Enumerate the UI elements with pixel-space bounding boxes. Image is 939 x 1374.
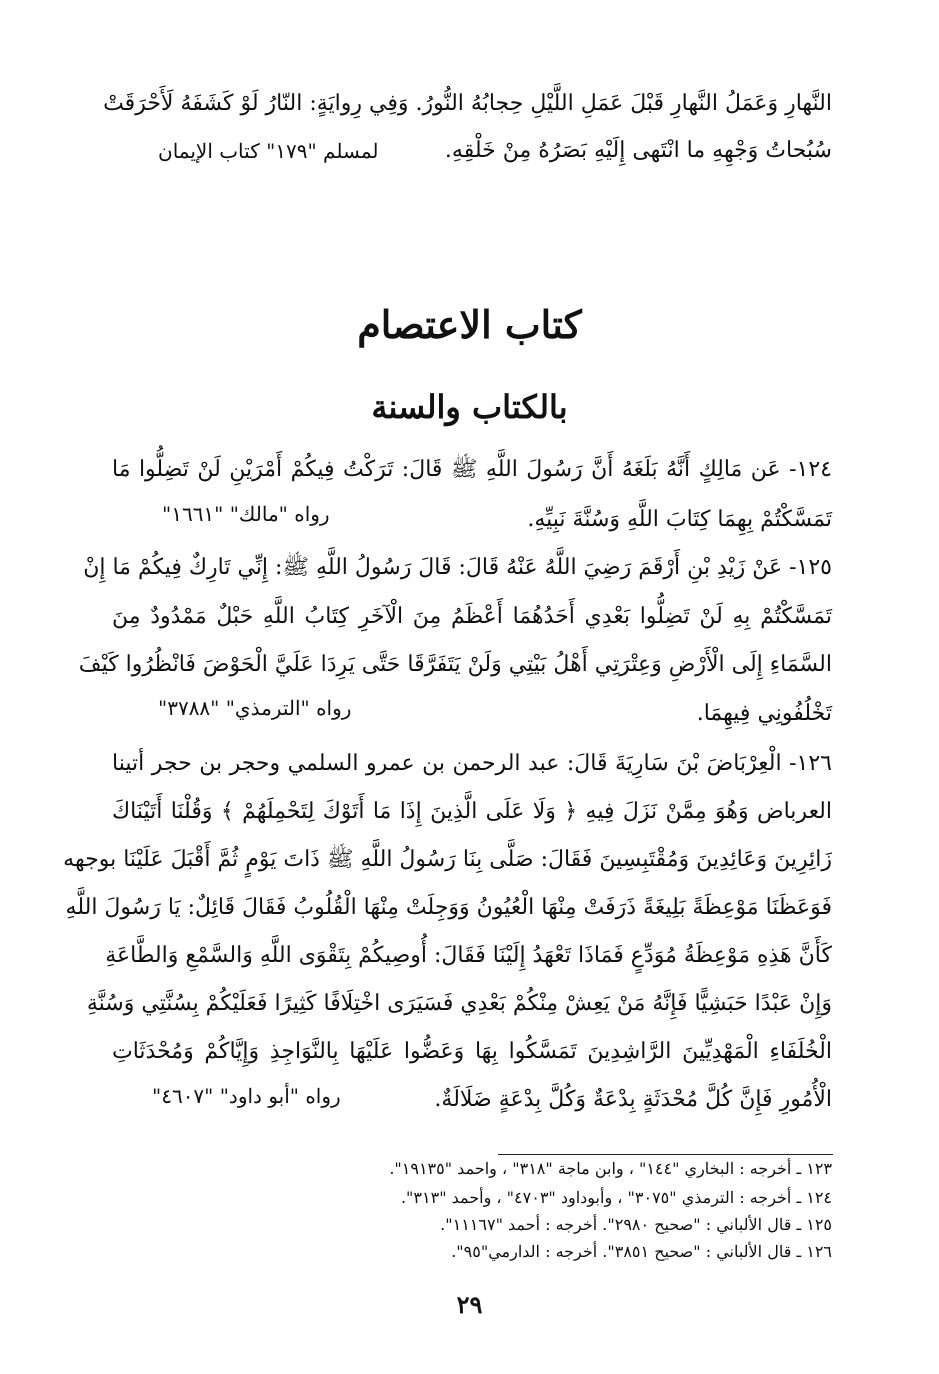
footnote: ١٢٥ ـ قال الألباني : "صحيح ٢٩٨٠". أخرجه : أحمد "١١١٦٧". [440,1215,832,1234]
text-line: النَّهارِ وَعَمَلُ النَّهارِ قَبْلَ عَمَلِ اللَّيْلِ حِجابُهُ النُّورُ. وَفِي رِوايَةٍ: النّارُ لَوْ كَشَفَهُ لَأَحْرَقَتْ [103,91,832,116]
source-reference: رواه "أبو داود" "٤٦٠٧" [152,1084,341,1108]
text-line: ١٢٤- عَن مَالِكٍ أَنَّهُ بَلَغَهُ أَنَّ رَسُولَ اللَّهِ ﷺ قَالَ: تَرَكْتُ فِيكُمْ أَمْرَيْنِ لَنْ تَضِلُّوا مَا [112,457,832,482]
footnote: ١٢٦ ـ قال الألباني : "صحيح ٣٨٥١". أخرجه : الدارمي"٩٥". [451,1242,832,1261]
page-number: ٢٩ [456,1290,483,1319]
text-line: وَإِنْ عَبْدًا حَبَشِيًّا فَإِنَّهُ مَنْ يَعِشْ مِنْكُمْ بَعْدِي فَسَيَرَى اخْتِلَافًا كَثِيرًا فَعَلَيْكُمْ بِسُنَّتِي وَسُنَّةِ [86,991,832,1016]
footnote: ١٢٣ ـ أخرجه : البخاري "١٤٤" ، وابن ماجة "٣١٨" ، واحمد "١٩١٣٥". [389,1159,832,1178]
text-line: كَأَنَّ هَذِهِ مَوْعِظَةُ مُوَدِّعٍ فَمَاذَا تَعْهَدُ إِلَيْنَا فَقَالَ: أُوصِيكُمْ بِتَقْوَى اللَّهِ وَالسَّمْعِ وَالطَّاعَةِ [105,943,832,968]
text-line: الْأُمُورِ فَإِنَّ كُلَّ مُحْدَثَةٍ بِدْعَةٌ وَكُلَّ بِدْعَةٍ ضَلَالَةٌ. [434,1087,832,1112]
text-line: سُبُحاتُ وَجْهِهِ ما انْتَهى إِلَيْهِ بَصَرُهُ مِنْ خَلْقِهِ. [444,138,832,163]
text-line: تَمَسَّكْتُمْ بِهِ لَنْ تَضِلُّوا بَعْدِي أَحَدُهُمَا أَعْظَمُ مِنَ الْآخَرِ كِتَابُ اللَّهِ حَبْلٌ مَمْدُودٌ مِنَ [112,604,832,629]
source-reference: لمسلم "١٧٩" كتاب الإيمان [158,139,379,163]
text-line: السَّمَاءِ إِلَى الْأَرْضِ وَعِتْرَتِي أَهْلُ بَيْتِي وَلَنْ يَتَفَرَّقَا حَتَّى يَرِدَا عَلَيَّ الْحَوْضَ فَانْظُرُوا كَيْفَ [78,652,832,677]
text-line: الْخُلَفَاءِ الْمَهْدِيِّينَ الرَّاشِدِينَ تَمَسَّكُوا بِهَا وَعَضُّوا عَلَيْهَا بِالنَّوَاجِذِ وَإِيَّاكُمْ وَمُحْدَثَاتِ [112,1039,832,1064]
footnote: ١٢٤ ـ أخرجه : الترمذي "٣٠٧٥" ، وأبوداود "٤٧٠٣" ، وأحمد "٣١٣". [400,1188,832,1207]
source-reference: رواه "مالك" "١٦٦١" [162,502,330,526]
footnote-divider [498,1154,833,1155]
text-line: زَائِرِينَ وَعَائِدِينَ وَمُقْتَبِسِينَ فَقَالَ: صَلَّى بِنَا رَسُولُ اللَّهِ ﷺ ذَاتَ يَوْمٍ ثُمَّ أَقْبَلَ عَلَيْنَا بوجهه [63,847,832,872]
text-line: تَمَسَّكْتُمْ بِهِمَا كِتَابَ اللَّهِ وَسُنَّةَ نَبِيِّهِ. [527,507,832,532]
text-line: تَخْلُفُونِي فِيهِمَا. [696,701,832,726]
text-line: ١٢٥- عَنْ زَيْدِ بْنِ أَرْقَمَ رَضِيَ اللَّهُ عَنْهُ قَالَ: قَالَ رَسُولُ اللَّهِ ﷺ: إِنِّي تَارِكٌ فِيكُمْ مَا إِنْ [83,555,832,580]
text-line: ١٢٦- الْعِرْبَاضَ بْنَ سَارِيَةَ قَالَ: عبد الرحمن بن عمرو السلمي وحجر بن حجر أتينا [112,751,832,776]
chapter-subtitle: بالكتاب والسنة [371,388,568,426]
source-reference: رواه "الترمذي" "٣٧٨٨" [158,696,352,720]
text-line: العرباض وَهُوَ مِمَّنْ نَزَلَ فِيهِ ﴿ وَلَا عَلَى الَّذِينَ إِذَا مَا أَتَوْكَ لِتَحْمِلَهُمْ ﴾ وَقُلْنَا أَتَيْنَاكَ [112,799,832,824]
chapter-title: كتاب الاعتصام [357,302,582,347]
text-line: فَوَعَظَنَا مَوْعِظَةً بَلِيغَةً ذَرَفَتْ مِنْهَا الْعُيُونُ وَوَجِلَتْ مِنْهَا الْقُلُوبُ فَقَالَ قَائِلٌ: يَا رَسُولَ اللَّهِ [65,895,832,920]
